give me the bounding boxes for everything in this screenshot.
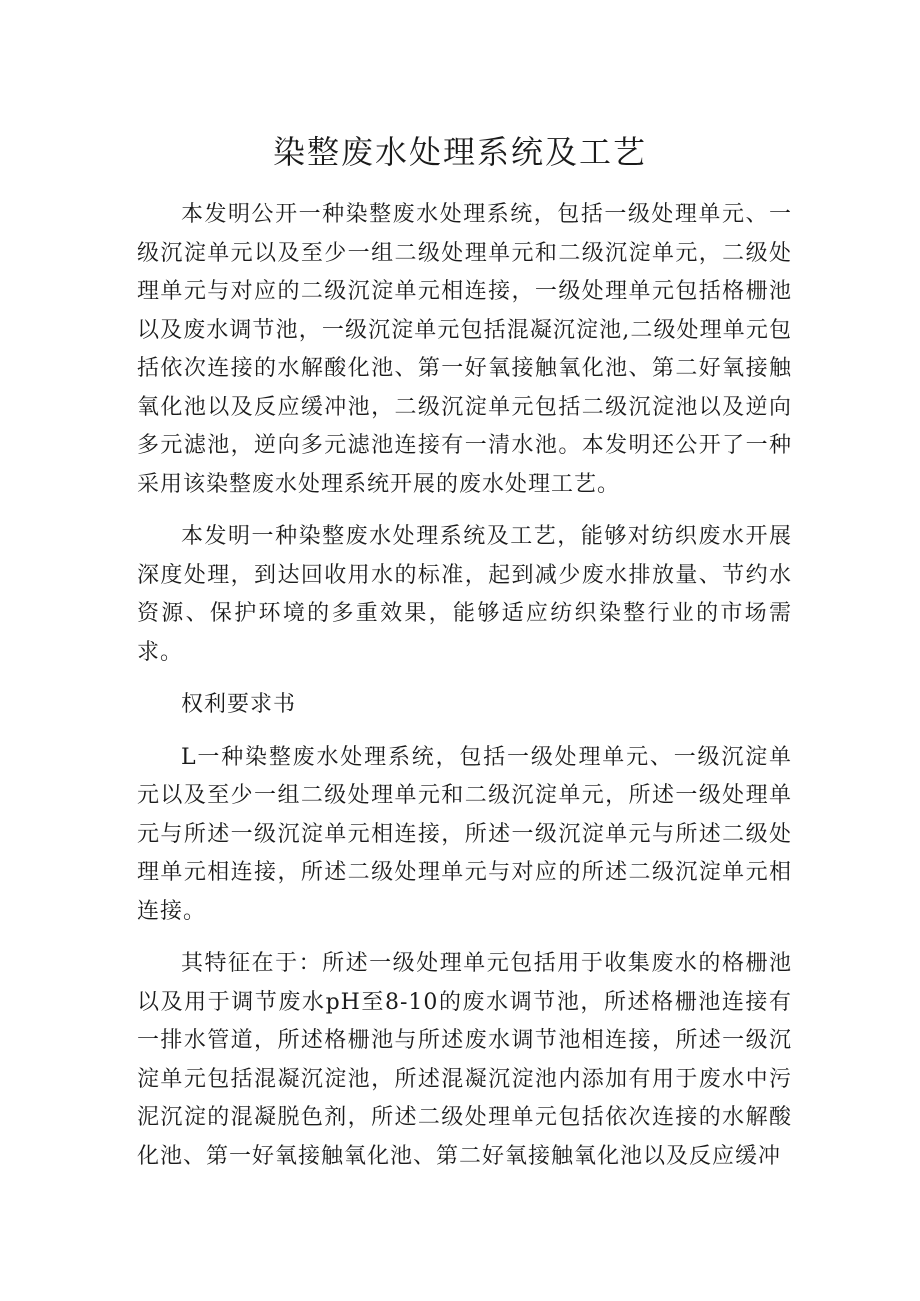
- document-title: 染整废水处理系统及工艺: [272, 133, 647, 171]
- abstract-paragraph-1: 本发明公开一种染整废水处理系统，包括一级处理单元、一级沉淀单元以及至少一组二级处理单元和二级沉淀单元，二级处理单元与对应的二级沉淀单元相连接，一级处理单元包括格栅池以及废水调节池，一级沉淀单元包括混凝沉淀池,二级处理单元包括依次连接的水解酸化池、第一好氧接触氧化池、第二好氧接触氧化池以及反应缓冲池，二级沉淀单元包括二级沉淀池以及逆向多元滤池，逆向多元滤池连接有一清水池。本发明还公开了一种采用该染整废水处理系统开展的废水处理工艺。: [137, 202, 792, 497]
- claim-paragraph-1: L一种染整废水处理系统，包括一级处理单元、一级沉淀单元以及至少一组二级处理单元和二级沉淀单元，所述一级处理单元与所述一级沉淀单元相连接，所述一级沉淀单元与所述二级处理单元相连接，所述二级处理单元与对应的所述二级沉淀单元相连接。: [137, 744, 792, 924]
- document-body: [137, 196, 792, 1190]
- claim-paragraph-2: 其特征在于：所述一级处理单元包括用于收集废水的格栅池以及用于调节废水pH至8-10的废水调节池，所述格栅池连接有一排水管道，所述格栅池与所述废水调节池相连接，所述一级沉淀单元包括混凝沉淀池，所述混凝沉淀池内添加有用于废水中污泥沉淀的混凝脱色剂，所述二级处理单元包括依次连接的水解酸化池、第一好氧接触氧化池、第二好氧接触氧化池以及反应缓冲: [137, 951, 792, 1169]
- abstract-paragraph-2: 本发明一种染整废水处理系统及工艺，能够对纺织废水开展深度处理，到达回收用水的标准，起到减少废水排放量、节约水资源、保护环境的多重效果，能够适应纺织染整行业的市场需求。: [137, 524, 792, 665]
- claims-heading: 权利要求书: [181, 692, 297, 717]
